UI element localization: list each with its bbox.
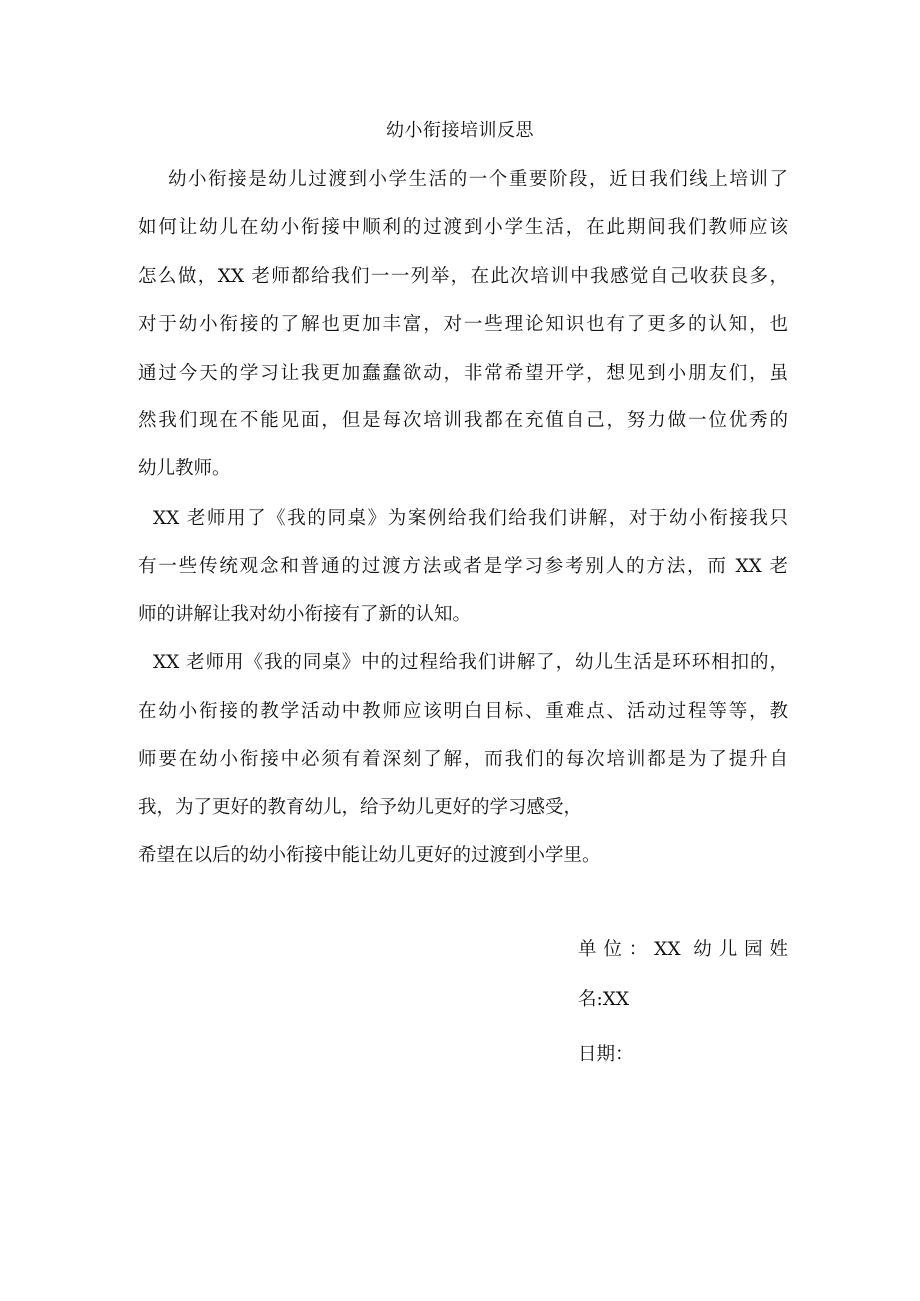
signature-date-line: 日期： [578, 1044, 634, 1065]
paragraph-3-line-2: 在幼小衔接的教学活动中教师应该明白目标、重难点、活动过程等等，教 [138, 701, 788, 722]
document-title: 幼小衔接培训反思 [386, 120, 534, 141]
paragraph-2-line-1: XX 老师用了《我的同桌》为案例给我们给我们讲解，对于幼小衔接我只 [153, 508, 788, 529]
paragraph-2-line-2: 有一些传统观念和普通的过渡方法或者是学习参考别人的方法，而 XX 老 [138, 556, 788, 577]
paragraph-1-line-5: 通过今天的学习让我更加蠢蠢欲动，非常希望开学，想见到小朋友们，虽 [138, 363, 788, 384]
paragraph-3-line-4: 我，为了更好的教育幼儿，给予幼儿更好的学习感受， [138, 797, 583, 818]
paragraph-3-line-5: 希望在以后的幼小衔接中能让幼儿更好的过渡到小学里。 [138, 845, 601, 866]
paragraph-1-line-1: 幼小衔接是幼儿过渡到小学生活的一个重要阶段，近日我们线上培训了 [168, 169, 788, 190]
paragraph-1-line-7: 幼儿教师。 [138, 458, 231, 479]
paragraph-1-line-2: 如何让幼儿在幼小衔接中顺利的过渡到小学生活，在此期间我们教师应该 [138, 217, 788, 238]
paragraph-1-line-3: 怎么做，XX 老师都给我们一一列举，在此次培训中我感觉自己收获良多， [138, 266, 788, 287]
paragraph-3-line-1: XX 老师用《我的同桌》中的过程给我们讲解了，幼儿生活是环环相扣的， [153, 652, 788, 673]
signature-name-line: 名:XX [578, 989, 630, 1010]
paragraph-1-line-4: 对于幼小衔接的了解也更加丰富，对一些理论知识也有了更多的认知，也 [138, 314, 788, 335]
paragraph-2-line-3: 师的讲解让我对幼小衔接有了新的认知。 [138, 604, 472, 625]
paragraph-3-line-3: 师要在幼小衔接中必须有着深刻了解，而我们的每次培训都是为了提升自 [138, 749, 788, 770]
signature-unit-line: 单位：XX 幼儿园姓 [578, 939, 788, 960]
paragraph-1-line-6: 然我们现在不能见面，但是每次培训我都在充值自己，努力做一位优秀的 [138, 410, 788, 431]
